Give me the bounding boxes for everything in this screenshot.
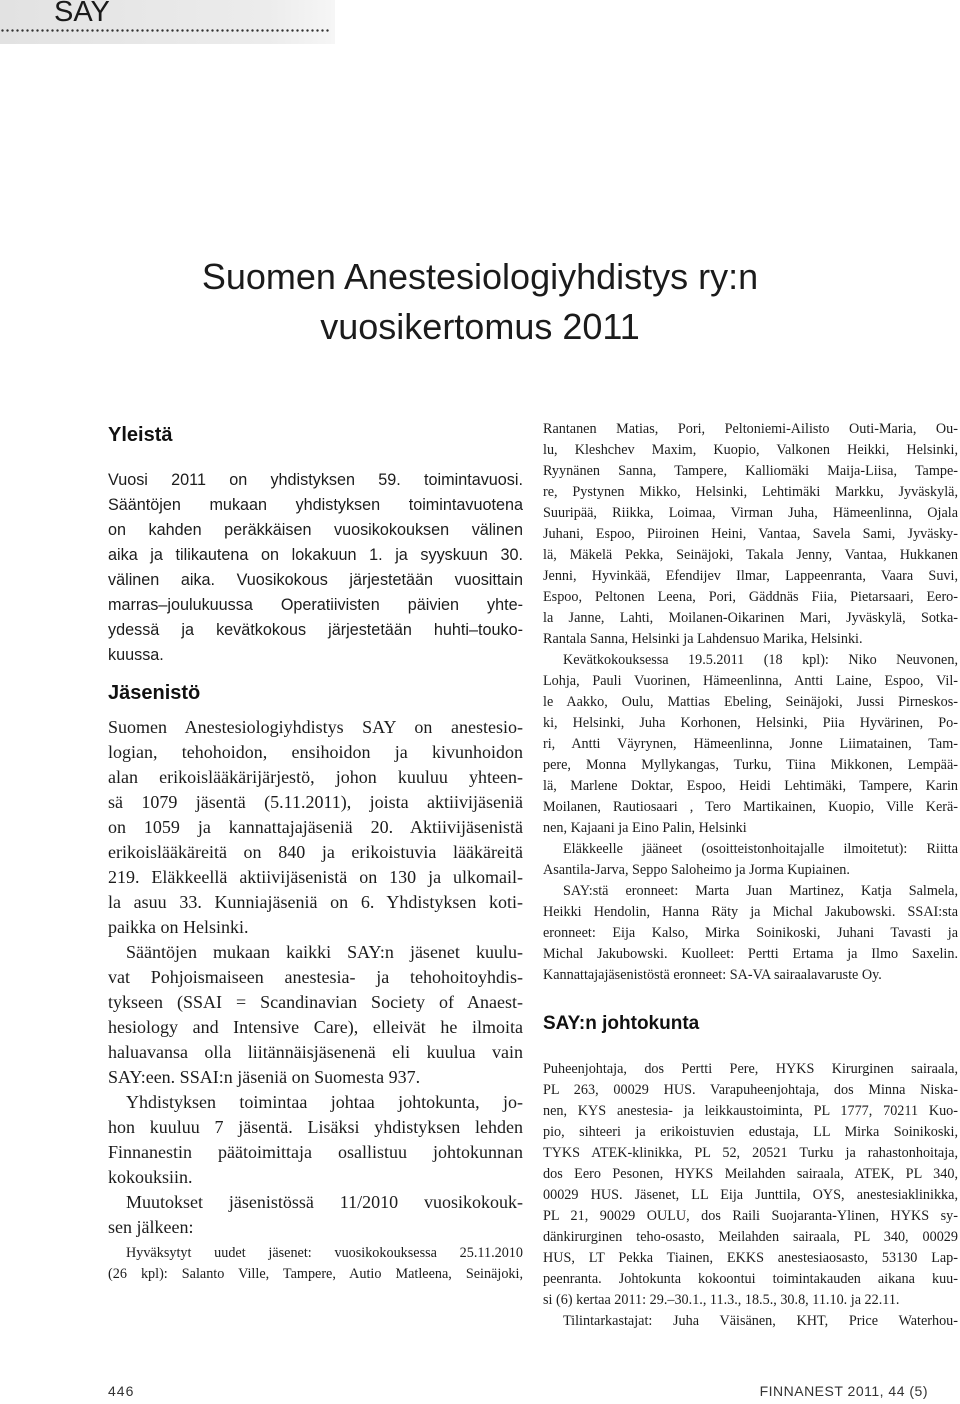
text-line: eronneet: Eija Kalso, Mirka Soinikoski, Juhani Tavasti ja xyxy=(543,925,958,941)
page-number: 446 xyxy=(108,1383,135,1399)
text-line: paikka on Helsinki. xyxy=(108,917,249,937)
text-line: Jenni, Hyvinkää, Efendijev Ilmar, Lappeenranta, Vaara Suvi, xyxy=(543,568,958,584)
text-line: Vuosi 2011 on yhdistyksen 59. toimintavuosi. xyxy=(108,471,523,489)
text-line: PL 21, 90029 OULU, dos Raili Suojaranta-Ylinen, HYKS sy- xyxy=(543,1208,958,1224)
text-line: HUS, LT Pekka Tiainen, EKKS anestesiaosasto, 53130 Lap- xyxy=(543,1250,958,1266)
text-line: erikoislääkäreitä on 840 ja erikoistuvia lääkäreitä xyxy=(108,842,523,862)
text-line: TYKS ATEK-klinikka, PL 52, 20521 Turku ja rahastonhoitaja, xyxy=(543,1145,958,1161)
text-line: Yhdistyksen toimintaa johtaa johtokunta, jo- xyxy=(126,1092,523,1112)
text-line: nen, Kajaani ja Eino Palin, Helsinki xyxy=(543,820,747,836)
text-line: lu, Kleshchev Maxim, Kuopio, Valkonen Heikki, Helsinki, xyxy=(543,442,958,458)
section-label: SAY xyxy=(54,0,110,28)
text-line: lä, Mäkelä Pekka, Seinäjoki, Takala Jenny, Vantaa, Hukkanen xyxy=(543,547,958,563)
text-line: 00029 HUS. Jäsenet, LL Eija Junttila, OYS, anestesiaklinikka, xyxy=(543,1187,958,1203)
text-line: Puheenjohtaja, dos Pertti Pere, HYKS Kirurginen sairaala, xyxy=(543,1061,958,1077)
text-line: Sääntöjen mukaan kaikki SAY:n jäsenet kuulu- xyxy=(126,942,523,962)
text-line: hon kuuluu 7 jäsentä. Lisäksi yhdistyksen lehden xyxy=(108,1117,523,1137)
text-line: peenranta. Johtokunta kokoontui toimintakauden aikana kuu- xyxy=(543,1271,958,1287)
text-line: haluavansa olla liitännäisjäsenenä eli kuulua vain xyxy=(108,1042,523,1062)
text-line: lä, Marlene Doktar, Espoo, Heidi Lehtimäki, Tampere, Karin xyxy=(543,778,958,794)
text-line: nen, KYS anestesia- ja leikkaustoiminta, PL 1777, 70211 Kuo- xyxy=(543,1103,958,1119)
text-line: on kahden peräkkäisen vuosikokouksen välinen xyxy=(108,521,523,539)
text-line: Kannattajajäsenistöstä eronneet: SA-VA sairaalavaruste Oy. xyxy=(543,967,882,983)
text-line: vat Pohjoismaiseen anestesia- ja tehohoitoyhdis- xyxy=(108,967,523,987)
text-line: sen jälkeen: xyxy=(108,1217,194,1237)
text-line: Tilintarkastajat: Juha Väisänen, KHT, Price Waterhou- xyxy=(563,1313,958,1329)
text-line: hesiology and Intensive Care), elleivät he ilmoita xyxy=(108,1017,523,1037)
text-line: 219. Eläkkeellä aktiivijäsenistä on 130 ja ulkomail- xyxy=(108,867,523,887)
section-tab xyxy=(0,0,335,44)
journal-reference: FINNANEST 2011, 44 (5) xyxy=(759,1383,928,1399)
dotted-rule xyxy=(0,29,330,32)
heading-jasenisto: Jäsenistö xyxy=(108,682,201,704)
text-line: Juhani, Espoo, Piiroinen Heini, Vantaa, Savela Sami, Jyväsky- xyxy=(543,526,958,542)
text-line: ki, Helsinki, Juha Korhonen, Helsinki, Piia Hyvärinen, Po- xyxy=(543,715,958,731)
text-line: Suomen Anestesiologiyhdistys SAY on anestesio- xyxy=(108,717,523,737)
text-line: Heikki Hendolin, Hanna Räty ja Michal Jakubowski. SSAI:sta xyxy=(543,904,958,920)
text-line: ydessä ja kevätkokous järjestetään huhti–touko- xyxy=(108,621,523,639)
text-line: Espoo, Peltonen Leena, Pori, Gäddnäs Fiia, Pietarsaari, Eero- xyxy=(543,589,958,605)
text-line: Eläkkeelle jääneet (osoitteistonhoitajalle ilmoitetut): Riitta xyxy=(563,841,958,857)
text-line: Kevätkokouksessa 19.5.2011 (18 kpl): Niko Neuvonen, xyxy=(563,652,958,668)
text-line: Asantila-Jarva, Seppo Saloheimo ja Jorma Kupiainen. xyxy=(543,862,850,878)
text-line: dos Eero Pesonen, HYKS Meilahden sairaala, ATEK, PL 340, xyxy=(543,1166,958,1182)
text-line: (26 kpl): Salanto Ville, Tampere, Autio Matleena, Seinäjoki, xyxy=(108,1266,523,1282)
text-line: Michal Jakubowski. Kuolleet: Pertti Ertama ja Ilmo Saxelin. xyxy=(543,946,958,962)
text-line: logian, tehohoidon, ensihoidon ja kivunhoidon xyxy=(108,742,523,762)
text-line: si (6) kertaa 2011: 29.–30.1., 11.3., 18.5., 30.8, 11.10. ja 22.11. xyxy=(543,1292,900,1308)
text-line: aika ja tilikautena on lokakuun 1. ja syyskuun 30. xyxy=(108,546,523,564)
text-line: Finnanestin päätoimittaja osallistuu johtokunnan xyxy=(108,1142,523,1162)
text-line: alan erikoislääkärijärjestö, johon kuuluu yhteen- xyxy=(108,767,523,787)
text-line: tykseen (SSAI = Scandinavian Society of Anaest- xyxy=(108,992,523,1012)
text-line: pere, Monna Myllykangas, Turku, Tiina Mikkonen, Lempää- xyxy=(543,757,958,773)
text-line: Rantala Sanna, Helsinki ja Lahdensuo Marika, Helsinki. xyxy=(543,631,863,647)
text-line: SAY:een. SSAI:n jäseniä on Suomesta 937. xyxy=(108,1067,421,1087)
text-line: on 1059 ja kannattajajäseniä 20. Aktiivijäsenistä xyxy=(108,817,523,837)
text-line: la asuu 33. Kunniajäseniä on 6. Yhdistyksen koti- xyxy=(108,892,523,912)
text-line: välinen aika. Vuosikokous järjestetään vuosittain xyxy=(108,571,523,589)
text-line: kuussa. xyxy=(108,646,164,664)
text-line: kokouksiin. xyxy=(108,1167,193,1187)
text-line: le Aakko, Oulu, Mattias Ebeling, Seinäjoki, Jussi Pirneskos- xyxy=(543,694,958,710)
text-line: Lohja, Pauli Vuorinen, Hämeenlinna, Antti Laine, Espoo, Vil- xyxy=(543,673,958,689)
text-line: re, Pystynen Mikko, Helsinki, Lehtimäki Markku, Jyväskylä, xyxy=(543,484,958,500)
text-line: Suuripää, Riikka, Loimaa, Virman Juha, Hämeenlinna, Ojala xyxy=(543,505,958,521)
text-line: sä 1079 jäsentä (5.11.2011), joista aktiivijäseniä xyxy=(108,792,523,812)
text-line: dänkirurginen teho-osasto, Meilahden sairaala, PL 340, 00029 xyxy=(543,1229,958,1245)
page-title xyxy=(0,252,960,352)
heading-johtokunta: SAY:n johtokunta xyxy=(543,1013,700,1034)
title-line-1: Suomen Anestesiologiyhdistys ry:n xyxy=(201,256,759,297)
text-line: Moilanen, Rautiosaari , Tero Martikainen, Kuopio, Ville Kerä- xyxy=(543,799,958,815)
text-line: Hyväksytyt uudet jäsenet: vuosikokouksessa 25.11.2010 xyxy=(126,1245,523,1261)
text-line: PL 263, 00029 HUS. Varapuheenjohtaja, dos Minna Niska- xyxy=(543,1082,958,1098)
text-line: Rantanen Matias, Pori, Peltoniemi-Ailisto Outi-Maria, Ou- xyxy=(543,421,958,437)
text-line: la Janne, Lahti, Moilanen-Oikarinen Mari, Jyväskylä, Sotka- xyxy=(543,610,958,626)
heading-yleista: Yleistä xyxy=(108,424,173,446)
text-line: SAY:stä eronneet: Marta Juan Martinez, Katja Salmela, xyxy=(563,883,958,899)
text-line: Ryynänen Sanna, Tampere, Kalliomäki Maija-Liisa, Tampe- xyxy=(543,463,958,479)
text-line: Sääntöjen mukaan yhdistyksen toimintavuotena xyxy=(108,496,523,514)
text-line: Muutokset jäsenistössä 11/2010 vuosikokouk- xyxy=(126,1192,523,1212)
title-line-2: vuosikertomus 2011 xyxy=(320,306,640,347)
text-line: marras–joulukuussa Operatiivisten päivien yhte- xyxy=(108,596,523,614)
text-line: ri, Antti Väyrynen, Hämeenlinna, Jonne Liimatainen, Tam- xyxy=(543,736,958,752)
text-line: pio, sihteeri ja erikoistuvien edustaja, LL Mirka Soinikoski, xyxy=(543,1124,958,1140)
